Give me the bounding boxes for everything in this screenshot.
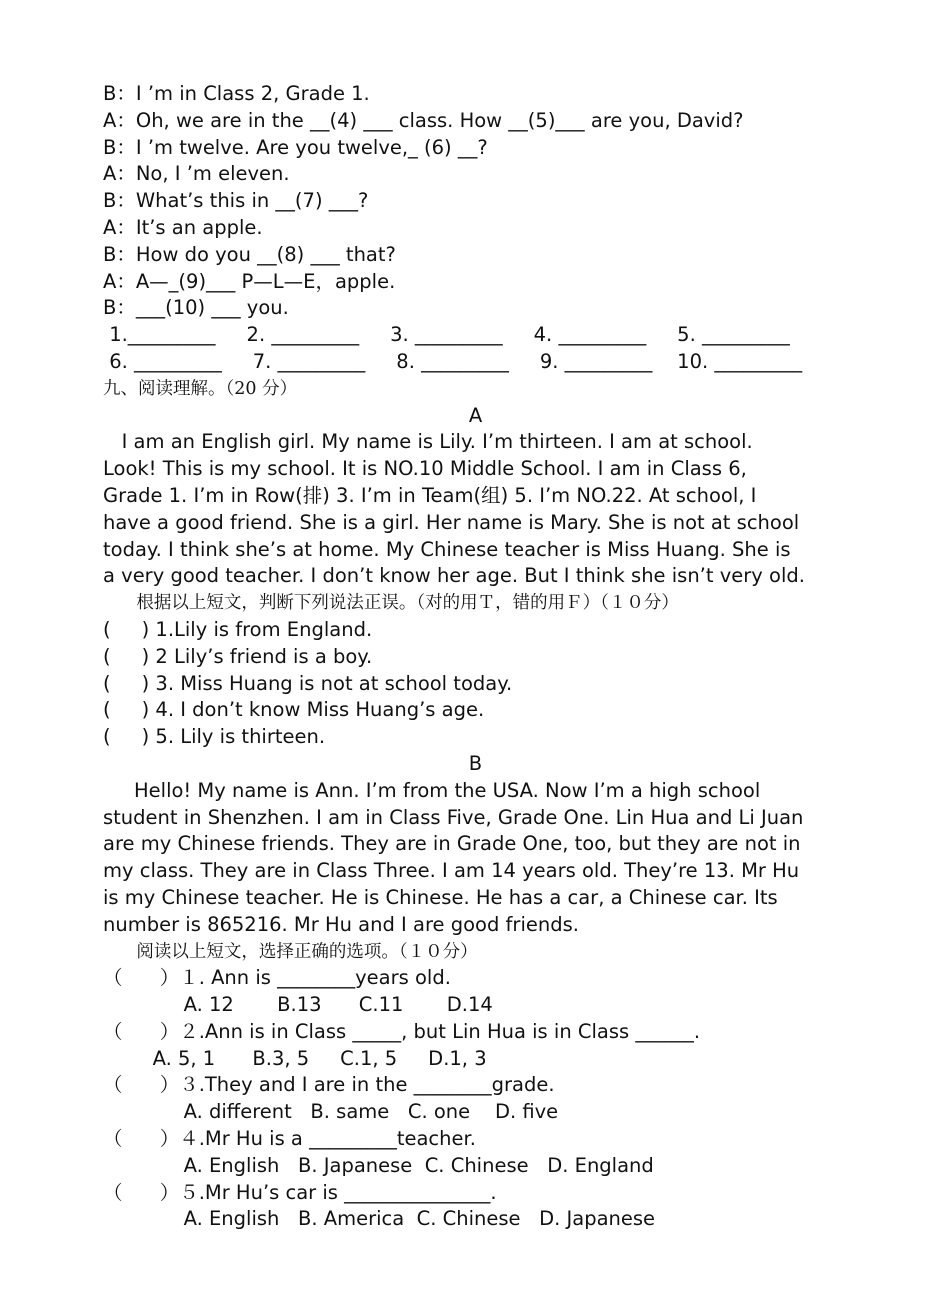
passage-line: are my Chinese friends. They are in Grade One, too, but they are not in: [103, 832, 801, 856]
true-false-item: ( ) 5. Lily is thirteen.: [103, 725, 326, 749]
passage-line: number is 865216. Mr Hu and I are good friends.: [103, 912, 579, 936]
passage-line: student in Shenzhen. I am in Class Five, Grade One. Lin Hua and Li Juan: [103, 805, 804, 829]
true-false-item: ( ) 3. Miss Huang is not at school today.: [103, 671, 513, 695]
passage-line: Hello! My name is Ann. I’m from the USA. Now I’m a high school: [103, 778, 761, 802]
worksheet-page: [103, 81, 848, 1233]
passage-line: my class. They are in Class Three. I am 14 years old. They’re 13. Mr Hu: [103, 859, 800, 883]
passage-b: [103, 751, 848, 1233]
mc-options: A. English B. Japanese C. Chinese D. England: [103, 1153, 654, 1177]
mc-options: A. 12 B.13 C.11 D.14: [103, 993, 493, 1017]
answer-blanks: [103, 322, 848, 376]
passage-label: A: [468, 403, 483, 427]
mc-options: A. different B. same C. one D. five: [103, 1100, 559, 1124]
dialogue-block: [103, 81, 848, 322]
passage-line: a very good teacher. I don’t know her age. But I think she isn’t very old.: [103, 564, 805, 588]
passage-text: [103, 778, 848, 939]
dialogue-line: B：___(10) ___ you.: [103, 296, 289, 320]
dialogue-line: B：How do you __(8) ___ that?: [103, 242, 396, 266]
mc-options: A. English B. America C. Chinese D. Japanese: [103, 1207, 656, 1231]
dialogue-line: A：Oh, we are in the __(4) ___ class. How __(5)___ are you, David?: [103, 108, 744, 132]
passage-text: [103, 429, 848, 590]
true-false-item: ( ) 2 Lily’s friend is a boy.: [103, 644, 373, 668]
mc-question: （ ）１. Ann is ________years old.: [103, 966, 451, 990]
dialogue-line: B：I ’m in Class 2, Grade 1.: [103, 82, 370, 105]
true-false-item: ( ) 1.Lily is from England.: [103, 617, 373, 641]
dialogue-line: B：What’s this in __(7) ___?: [103, 189, 369, 213]
passage-label: B: [468, 751, 483, 775]
passage-line: Grade 1. I’m in Row(排) 3. I’m in Team(组) 5. I’m NO.22. At school, I: [103, 483, 757, 507]
answer-blank-row: 6. _________ 7. _________ 8. _________ 9. _________ 10. _________: [103, 349, 803, 373]
dialogue-line: A：It’s an apple.: [103, 215, 263, 239]
passage-line: I am an English girl. My name is Lily. I’m thirteen. I am at school.: [103, 430, 753, 454]
passage-line: have a good friend. She is a girl. Her name is Mary. She is not at school: [103, 510, 800, 534]
passage-line: Look! This is my school. It is NO.10 Middle School. I am in Class 6,: [103, 457, 747, 481]
dialogue-line: A：No, I ’m eleven.: [103, 162, 290, 186]
true-false-item: ( ) 4. I don’t know Miss Huang’s age.: [103, 698, 485, 722]
mc-question: （ ）５.Mr Hu’s car is _______________.: [103, 1180, 497, 1204]
mc-options: A. 5, 1 B.3, 5 C.1, 5 D.1, 3: [103, 1046, 487, 1070]
dialogue-line: B：I ’m twelve. Are you twelve,_ (6) __?: [103, 135, 488, 159]
passage-line: is my Chinese teacher. He is Chinese. He has a car, a Chinese car. Its: [103, 885, 778, 909]
passage-line: today. I think she’s at home. My Chinese teacher is Miss Huang. She is: [103, 537, 791, 561]
answer-blank-row: 1._________ 2. _________ 3. _________ 4. _________ 5. _________: [103, 323, 790, 347]
instruction: 阅读以上短文，选择正确的选项。（１０分）: [103, 941, 478, 962]
mc-question: （ ）２.Ann is in Class _____, but Lin Hua is in Class ______.: [103, 1019, 701, 1043]
mc-question: （ ）４.Mr Hu is a _________teacher.: [103, 1127, 476, 1151]
passage-a: [103, 403, 848, 751]
section-title: 九、阅读理解。（20 分）: [103, 378, 298, 399]
instruction: 根据以上短文，判断下列说法正误。（对的用Ｔ，错的用Ｆ）（１０分）: [103, 593, 679, 614]
mc-question: （ ）３.They and I are in the ________grade.: [103, 1073, 555, 1097]
dialogue-line: A：A—_(9)___ P—L—E，apple.: [103, 269, 396, 293]
